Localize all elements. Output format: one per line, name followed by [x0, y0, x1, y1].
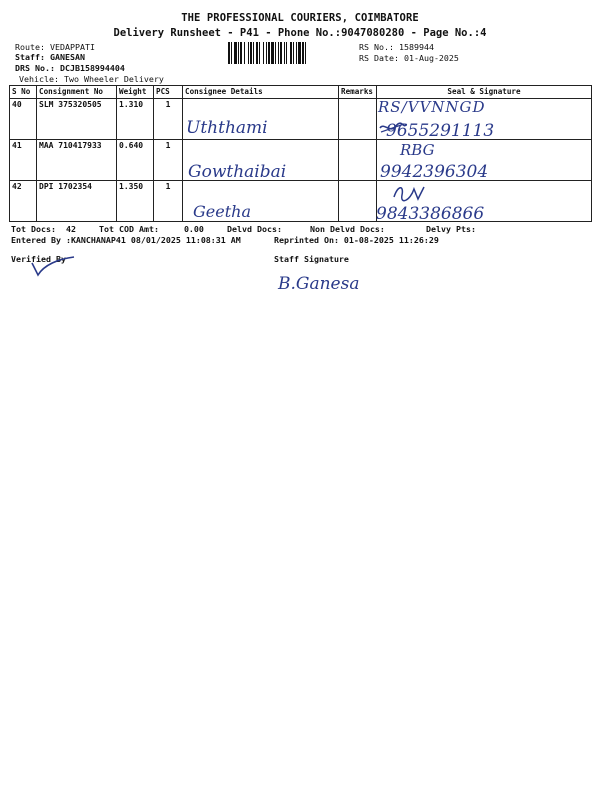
rs-no-label: RS No.: — [359, 42, 394, 52]
barcode-bar — [296, 42, 297, 64]
drs-label: DRS No.: — [15, 63, 55, 73]
cell-consignment: SLM 375320505 — [37, 99, 117, 140]
barcode-bar — [271, 42, 274, 64]
barcode-bar — [259, 42, 260, 64]
drs-barcode — [228, 42, 353, 64]
cell-remarks — [339, 181, 377, 222]
cell-pcs: 1 — [154, 181, 183, 222]
barcode-bar — [240, 42, 242, 64]
col-header-consignment: Consignment No — [37, 86, 117, 99]
handwritten-phone-41: 9942396304 — [380, 162, 489, 182]
barcode-bar — [290, 42, 292, 64]
col-header-weight: Weight — [117, 86, 154, 99]
handwritten-consignee-42: Geetha — [193, 202, 251, 221]
barcode-bar — [284, 42, 285, 64]
handwritten-phone-40: 9655291113 — [386, 121, 495, 141]
barcode-bar — [248, 42, 249, 64]
route-label: Route: — [15, 42, 45, 52]
tot-docs-value: 42 — [65, 224, 76, 234]
barcode-bar — [266, 42, 267, 64]
col-header-seal-signature: Seal & Signature — [377, 86, 592, 99]
tot-cod-line — [99, 224, 204, 234]
barcode-bar — [298, 42, 301, 64]
delvy-pts-label: Delvy Pts: — [426, 224, 476, 234]
handwritten-phone-42: 9843386866 — [376, 204, 485, 224]
cell-remarks — [339, 99, 377, 140]
barcode-bar — [286, 42, 287, 64]
entered-by: Entered By :KANCHANAP41 08/01/2025 11:08:31 AM — [11, 235, 241, 245]
barcode-bar — [238, 42, 239, 64]
delvd-docs-label: Delvd Docs: — [227, 224, 282, 234]
cell-consignment: DPI 1702354 — [37, 181, 117, 222]
cell-weight: 0.640 — [117, 140, 154, 181]
staff-signature-handwritten: B.Ganesa — [278, 274, 360, 294]
tot-docs-label: Tot Docs: — [11, 224, 56, 234]
reprinted-on: Reprinted On: 01-08-2025 11:26:29 — [274, 235, 439, 245]
staff-signature-label: Staff Signature — [274, 254, 349, 264]
cell-remarks — [339, 140, 377, 181]
barcode-bar — [228, 42, 230, 64]
cell-consignment: MAA 710417933 — [37, 140, 117, 181]
scribble-mark-icon — [378, 120, 408, 136]
signature-scribble-icon — [390, 183, 430, 205]
col-header-remarks: Remarks — [339, 86, 377, 99]
barcode-bar — [293, 42, 294, 64]
handwritten-seal-top-40: RS/VVNNGD — [378, 98, 486, 116]
rs-date-label: RS Date: — [359, 53, 399, 63]
col-header-sno: S No — [10, 86, 37, 99]
cell-weight: 1.350 — [117, 181, 154, 222]
cell-sno: 42 — [10, 181, 37, 222]
barcode-bar — [234, 42, 237, 64]
company-title: THE PROFESSIONAL COURIERS, COIMBATORE — [181, 12, 419, 24]
barcode-bar — [244, 42, 245, 64]
vehicle-label: Vehicle: — [19, 74, 59, 84]
verified-tick-icon — [30, 255, 80, 281]
route-value: VEDAPPATI — [49, 42, 95, 52]
staff-label: Staff: — [15, 52, 45, 62]
table-row — [10, 99, 592, 140]
table-header-row — [10, 86, 592, 99]
barcode-bar — [256, 42, 258, 64]
rs-no-line — [359, 42, 434, 52]
barcode-bar — [302, 42, 304, 64]
barcode-bar — [278, 42, 279, 64]
drs-value: DCJB158994404 — [59, 63, 125, 73]
table-row — [10, 181, 592, 222]
route-line — [15, 42, 95, 52]
handwritten-consignee-41: Gowthaibai — [188, 162, 287, 182]
staff-value: GANESAN — [49, 52, 85, 62]
runsheet-table — [9, 85, 592, 222]
cell-pcs: 1 — [154, 99, 183, 140]
vehicle-value: Two Wheeler Delivery — [63, 74, 164, 84]
tot-cod-value: 0.00 — [183, 224, 204, 234]
staff-line — [15, 52, 85, 62]
rs-date-value: 01-Aug-2025 — [403, 53, 459, 63]
barcode-bar — [275, 42, 276, 64]
cell-pcs: 1 — [154, 140, 183, 181]
tot-cod-label: Tot COD Amt: — [99, 224, 159, 234]
rs-date-line — [359, 53, 459, 63]
col-header-consignee: Consignee Details — [183, 86, 339, 99]
totals-line — [11, 224, 76, 234]
handwritten-seal-top-41: RBG — [400, 141, 435, 159]
cell-sno: 41 — [10, 140, 37, 181]
runsheet-subtitle: Delivery Runsheet - P41 - Phone No.:9047080280 - Page No.:4 — [113, 27, 487, 39]
rs-no-value: 1589944 — [398, 42, 434, 52]
table-row — [10, 140, 592, 181]
col-header-pcs: PCS — [154, 86, 183, 99]
barcode-bar — [305, 42, 306, 64]
barcode-bar — [263, 42, 264, 64]
handwritten-consignee-40: Uththami — [186, 118, 268, 138]
barcode-bar — [268, 42, 270, 64]
cell-sno: 40 — [10, 99, 37, 140]
barcode-bar — [280, 42, 282, 64]
verified-by-label: Verified By — [11, 254, 66, 264]
cell-weight: 1.310 — [117, 99, 154, 140]
drs-line — [15, 63, 125, 73]
vehicle-line — [19, 74, 164, 84]
non-delvd-docs-label: Non Delvd Docs: — [310, 224, 385, 234]
barcode-bar — [253, 42, 254, 64]
barcode-bar — [231, 42, 232, 64]
barcode-bar — [250, 42, 252, 64]
